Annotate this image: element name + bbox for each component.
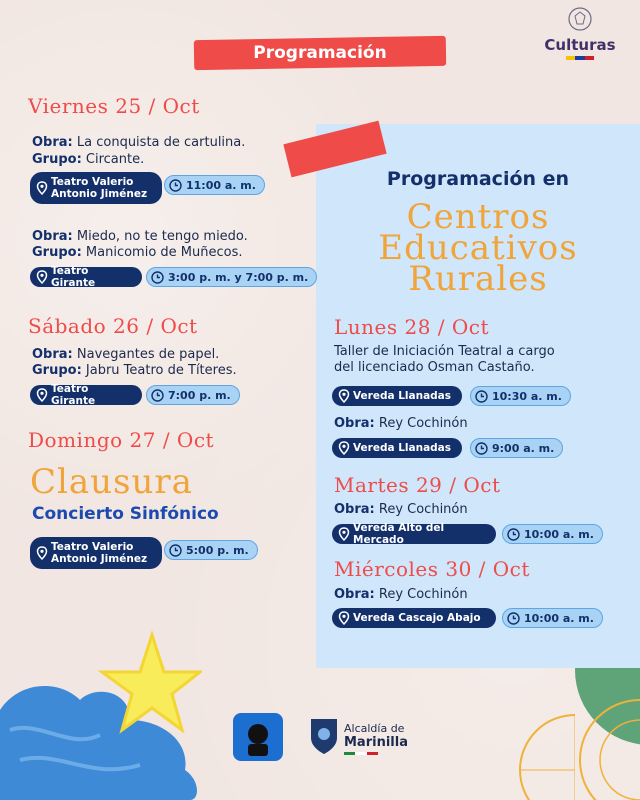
concierto-subtitle: Concierto Sinfónico: [32, 504, 219, 524]
time-badge: 5:00 p. m.: [164, 540, 258, 560]
location-badge: Teatro Valerio Antonio Jiménez: [30, 172, 162, 204]
location-pin-icon: [36, 546, 48, 560]
marinilla-shield-icon: [308, 716, 340, 756]
page-title: Programación: [253, 43, 387, 63]
flag-stripe: [566, 56, 594, 60]
location-pin-icon: [338, 527, 350, 541]
location-pin-icon: [338, 441, 350, 455]
event-obra: Obra: La conquista de cartulina.: [32, 135, 246, 150]
time-badge: 10:00 a. m.: [502, 608, 603, 628]
location-badge: Teatro Valerio Antonio Jiménez: [30, 537, 162, 569]
event-grupo: Grupo: Circante.: [32, 152, 145, 167]
day-heading-saturday: Sábado 26 / Oct: [28, 314, 198, 338]
event-obra: Obra: Rey Cochinón: [334, 587, 468, 602]
time-badge: 10:00 a. m.: [502, 524, 603, 544]
event-obra: Obra: Rey Cochinón: [334, 502, 468, 517]
footer-flag-stripe: [344, 752, 378, 755]
location-badge: Vereda Llanadas: [332, 386, 462, 406]
location-pin-icon: [338, 389, 350, 403]
clock-icon: [507, 528, 520, 541]
location-pin-icon: [36, 388, 48, 402]
time-badge: 3:00 p. m. y 7:00 p. m.: [146, 267, 317, 287]
rural-title-line-2: Educativos: [378, 228, 578, 268]
rural-heading: Programación en: [386, 168, 570, 190]
location-badge: Teatro Girante: [30, 385, 142, 405]
time-badge: 10:30 a. m.: [470, 386, 571, 406]
event-obra: Obra: Rey Cochinón: [334, 416, 468, 431]
rural-title-line-1: Centros: [406, 197, 550, 237]
clock-icon: [151, 389, 164, 402]
clock-icon: [507, 612, 520, 625]
colombia-seal-icon: [567, 6, 593, 32]
wheel-doodle: [505, 700, 575, 800]
day-heading-tuesday: Martes 29 / Oct: [334, 473, 501, 497]
brand-name: Culturas: [544, 36, 616, 54]
location-badge: Vereda Cascajo Abajo: [332, 608, 496, 628]
day-heading-wednesday: Miércoles 30 / Oct: [334, 557, 530, 581]
event-description: del licenciado Osman Castaño.: [334, 360, 535, 375]
event-obra: Obra: Navegantes de papel.: [32, 347, 220, 362]
alcaldia-label: Alcaldía de: [344, 722, 405, 735]
clock-icon: [475, 442, 488, 455]
event-obra: Obra: Miedo, no te tengo miedo.: [32, 229, 248, 244]
rural-title-line-3: Rurales: [408, 259, 548, 299]
clausura-title: Clausura: [30, 462, 193, 502]
time-badge: 9:00 a. m.: [470, 438, 563, 458]
location-badge: Vereda Alto del Mercado: [332, 524, 496, 544]
location-badge: Teatro Girante: [30, 267, 142, 287]
event-grupo: Grupo: Jabru Teatro de Títeres.: [32, 363, 237, 378]
marinilla-label: Marinilla: [344, 735, 408, 750]
culturas-logo: [538, 4, 622, 68]
day-heading-friday: Viernes 25 / Oct: [28, 94, 200, 118]
day-heading-sunday: Domingo 27 / Oct: [28, 428, 215, 452]
clock-icon: [169, 179, 182, 192]
event-grupo: Grupo: Manicomio de Muñecos.: [32, 245, 243, 260]
location-pin-icon: [36, 270, 48, 284]
day-heading-monday: Lunes 28 / Oct: [334, 315, 490, 339]
time-badge: 7:00 p. m.: [146, 385, 240, 405]
location-badge: Vereda Llanadas: [332, 438, 462, 458]
clock-icon: [475, 390, 488, 403]
location-pin-icon: [338, 611, 350, 625]
time-badge: 11:00 a. m.: [164, 175, 265, 195]
theater-logo: [232, 712, 284, 762]
star-icon: [92, 630, 202, 740]
location-pin-icon: [36, 181, 48, 195]
event-description: Taller de Iniciación Teatral a cargo: [334, 344, 555, 359]
clock-icon: [151, 271, 164, 284]
clock-icon: [169, 544, 182, 557]
